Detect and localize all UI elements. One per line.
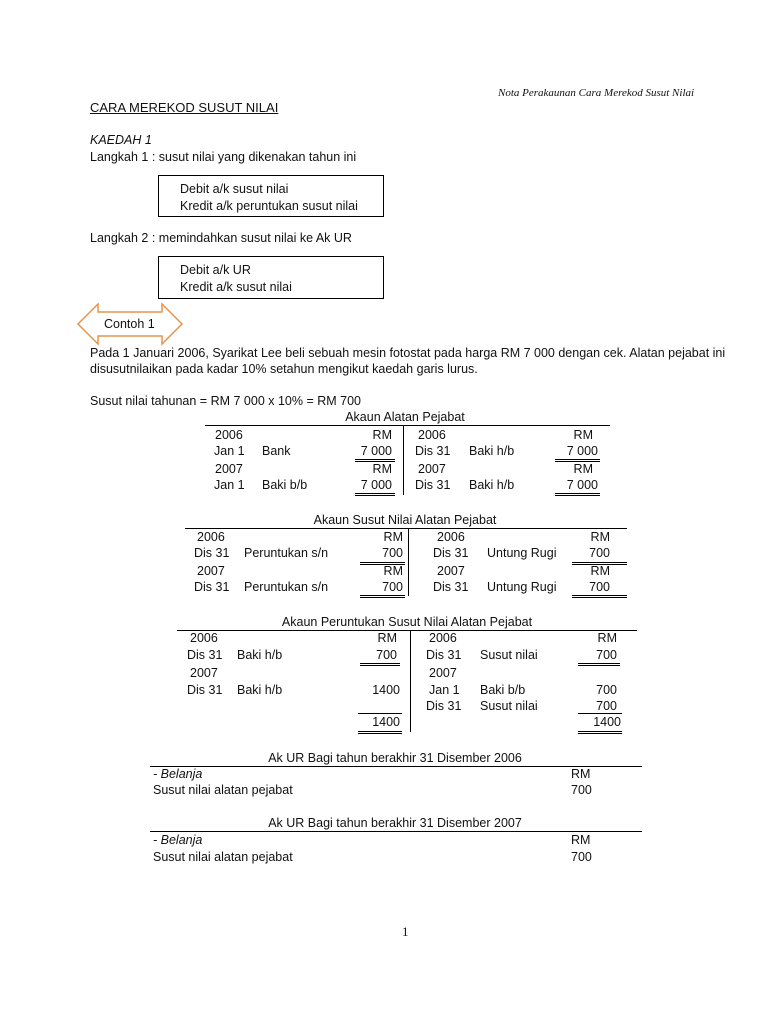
cell-date: Jan 1 <box>214 444 245 458</box>
total-double-line <box>360 663 400 666</box>
expense-item: Susut nilai alatan pejabat <box>153 850 293 864</box>
cell-date: Dis 31 <box>187 648 223 662</box>
total-double-line <box>360 562 405 565</box>
cell-amount: 700 <box>376 648 397 662</box>
account-title: Akaun Alatan Pejabat <box>345 410 465 424</box>
cell-date: Dis 31 <box>415 478 451 492</box>
cell-amount: 7 000 <box>360 444 392 458</box>
cell-amount: RM <box>377 631 397 645</box>
step2-text: Langkah 2 : memindahkan susut nilai ke Ak UR <box>90 231 352 245</box>
cell-amount: RM <box>383 564 403 578</box>
cell-date: Dis 31 <box>426 699 462 713</box>
cell-particular: Susut nilai <box>480 648 538 662</box>
cell-amount: 7 000 <box>566 444 598 458</box>
cell-amount: 7 000 <box>566 478 598 492</box>
cell-amount: 700 <box>596 648 617 662</box>
statement-top-line <box>150 831 642 832</box>
cell-date: 2007 <box>418 462 446 476</box>
page-number: 1 <box>402 924 409 939</box>
box2-line1: Debit a/k UR <box>180 263 251 277</box>
expense-amount: 700 <box>571 783 592 797</box>
cell-particular: Baki b/b <box>480 683 526 697</box>
total-double-line <box>578 731 622 734</box>
cell-date: 2006 <box>418 428 446 442</box>
total-double-line <box>555 459 600 462</box>
cell-amount: 700 <box>589 580 610 594</box>
subtotal-line <box>578 713 622 714</box>
box1-line2: Kredit a/k peruntukan susut nilai <box>180 199 358 213</box>
statement-top-line <box>150 766 642 767</box>
cell-amount: 700 <box>596 699 617 713</box>
total-double-line <box>572 562 627 565</box>
cell-date: Jan 1 <box>429 683 460 697</box>
cell-date: Dis 31 <box>194 546 230 560</box>
cell-date: 2007 <box>429 666 457 680</box>
cell-date: Dis 31 <box>426 648 462 662</box>
cell-date: 2007 <box>190 666 218 680</box>
account-top-line <box>177 630 637 631</box>
cell-date: Dis 31 <box>187 683 223 697</box>
cell-date: Dis 31 <box>194 580 230 594</box>
income-statement-title: Ak UR Bagi tahun berakhir 31 Disember 2007 <box>268 816 522 830</box>
cell-particular: Peruntukan s/n <box>244 580 329 594</box>
cell-particular: Untung Rugi <box>487 546 557 560</box>
total-double-line <box>358 731 402 734</box>
currency-label: RM <box>571 833 591 847</box>
cell-date: Jan 1 <box>214 478 245 492</box>
expense-heading: - Belanja <box>153 833 203 847</box>
account-divider <box>410 630 411 732</box>
cell-amount: 700 <box>589 546 610 560</box>
expense-amount: 700 <box>571 850 592 864</box>
account-top-line <box>205 425 610 426</box>
account-divider <box>403 425 404 495</box>
expense-heading: - Belanja <box>153 767 203 781</box>
cell-date: 2006 <box>197 530 225 544</box>
cell-date: 2006 <box>215 428 243 442</box>
cell-particular: Baki h/b <box>237 648 283 662</box>
total-double-line <box>572 595 627 598</box>
cell-date: Dis 31 <box>433 580 469 594</box>
total-double-line <box>360 595 405 598</box>
example-label: Contoh 1 <box>104 317 155 331</box>
cell-amount: RM <box>372 428 392 442</box>
cell-date: Dis 31 <box>415 444 451 458</box>
total-double-line <box>578 663 620 666</box>
cell-date: Dis 31 <box>433 546 469 560</box>
annual-depreciation: Susut nilai tahunan = RM 7 000 x 10% = RM 700 <box>90 394 361 408</box>
cell-particular: Untung Rugi <box>487 580 557 594</box>
cell-amount: RM <box>383 530 403 544</box>
cell-amount: RM <box>573 462 593 476</box>
page-title: CARA MEREKOD SUSUT NILAI <box>90 100 279 115</box>
cell-amount: 700 <box>596 683 617 697</box>
expense-item: Susut nilai alatan pejabat <box>153 783 293 797</box>
paragraph-line1: Pada 1 Januari 2006, Syarikat Lee beli sebuah mesin fotostat pada harga RM 7 000 dengan cek. Alatan pejabat ini <box>90 346 726 360</box>
account-title: Akaun Peruntukan Susut Nilai Alatan Pejabat <box>281 615 533 629</box>
total-double-line <box>355 459 395 462</box>
cell-total: 1400 <box>593 715 621 729</box>
total-double-line <box>355 493 395 496</box>
cell-particular: Susut nilai <box>480 699 538 713</box>
cell-date: 2006 <box>429 631 457 645</box>
cell-amount: RM <box>372 462 392 476</box>
cell-particular: Baki h/b <box>237 683 283 697</box>
box2-line2: Kredit a/k susut nilai <box>180 280 292 294</box>
method-heading: KAEDAH 1 <box>90 133 152 147</box>
account-divider <box>408 528 409 596</box>
cell-particular: Baki b/b <box>262 478 308 492</box>
box1-line1: Debit a/k susut nilai <box>180 182 289 196</box>
cell-total: 1400 <box>372 715 400 729</box>
income-statement-title: Ak UR Bagi tahun berakhir 31 Disember 2006 <box>268 751 522 765</box>
cell-amount: RM <box>590 564 610 578</box>
account-title: Akaun Susut Nilai Alatan Pejabat <box>313 513 497 527</box>
cell-amount: 700 <box>382 580 403 594</box>
cell-amount: 700 <box>382 546 403 560</box>
cell-date: 2007 <box>215 462 243 476</box>
cell-date: 2007 <box>437 564 465 578</box>
cell-date: 2006 <box>437 530 465 544</box>
cell-amount: 7 000 <box>360 478 392 492</box>
subtotal-line <box>358 713 402 714</box>
cell-particular: Baki h/b <box>469 444 515 458</box>
cell-amount: RM <box>573 428 593 442</box>
step1-text: Langkah 1 : susut nilai yang dikenakan tahun ini <box>90 150 357 164</box>
total-double-line <box>555 493 600 496</box>
cell-particular: Bank <box>262 444 291 458</box>
cell-date: 2006 <box>190 631 218 645</box>
cell-amount: 1400 <box>372 683 400 697</box>
cell-date: 2007 <box>197 564 225 578</box>
cell-amount: RM <box>597 631 617 645</box>
cell-amount: RM <box>590 530 610 544</box>
cell-particular: Baki h/b <box>469 478 515 492</box>
cell-particular: Peruntukan s/n <box>244 546 329 560</box>
paragraph-line2: disusutnilaikan pada kadar 10% setahun mengikut kaedah garis lurus. <box>90 362 478 376</box>
currency-label: RM <box>571 767 591 781</box>
header-note: Nota Perakaunan Cara Merekod Susut Nilai <box>498 87 695 99</box>
